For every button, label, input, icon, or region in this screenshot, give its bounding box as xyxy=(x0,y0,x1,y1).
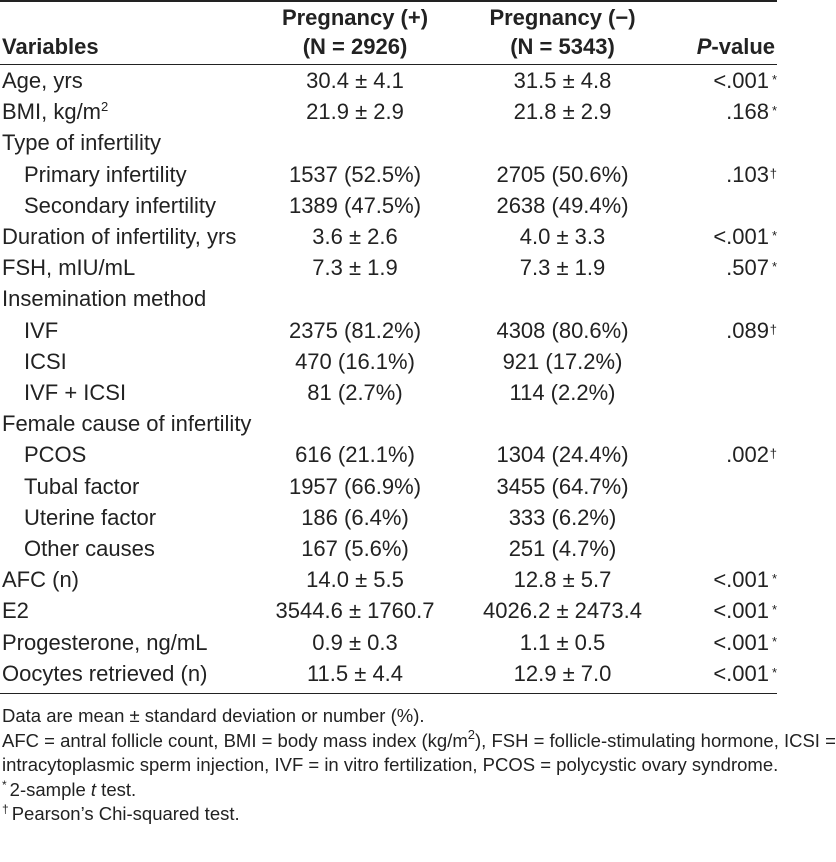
p-value-test-mark: * xyxy=(771,602,777,618)
cell-pregnancy-positive: 167 (5.6%) xyxy=(301,536,409,562)
footnote-t-test-a: 2-sample xyxy=(9,778,91,800)
cell-pregnancy-negative: 12.8 ± 5.7 xyxy=(513,567,612,593)
row-label-text: Insemination method xyxy=(2,286,207,312)
p-value-test-mark: † xyxy=(769,446,777,462)
cell-pregnancy-positive: 81 (2.7%) xyxy=(307,380,403,406)
header-pregnancy-negative-title: Pregnancy (−) xyxy=(489,5,636,30)
cell-p-value xyxy=(670,439,777,470)
cell-pregnancy-negative: 2638 (49.4%) xyxy=(496,192,629,218)
header-p-italic: P xyxy=(696,34,712,59)
row-label xyxy=(0,283,255,314)
footnote-asterisk-mark: * xyxy=(2,777,7,792)
row-label xyxy=(0,221,255,252)
header-variables-text: Variables xyxy=(2,34,99,59)
footnote-abbr-part-a: AFC = antral follicle count, BMI = body mass index (kg/m xyxy=(2,729,468,751)
row-label-text: Progesterone, ng/mL xyxy=(2,629,208,655)
cell-pregnancy-positive: 11.5 ± 4.4 xyxy=(255,658,455,694)
table-row xyxy=(0,190,777,221)
footnote-chi-squared xyxy=(2,802,775,827)
row-label-text: Primary infertility xyxy=(24,161,187,187)
table-row xyxy=(0,471,777,502)
table-row xyxy=(0,408,777,439)
row-label xyxy=(0,471,255,502)
table-row xyxy=(0,564,777,595)
cell-p-value xyxy=(670,96,777,127)
cell-pregnancy-positive: 30.4 ± 4.1 xyxy=(306,68,404,93)
cell-pregnancy-negative: 7.3 ± 1.9 xyxy=(519,255,606,281)
row-label xyxy=(0,377,255,408)
table-header xyxy=(0,1,777,65)
cell-p-value xyxy=(670,502,777,533)
row-label-text: Other causes xyxy=(24,536,155,562)
header-p-rest: -value xyxy=(711,34,775,59)
row-label xyxy=(0,346,255,377)
cell-pregnancy-positive: 3.6 ± 2.6 xyxy=(312,224,398,250)
p-value-test-mark: * xyxy=(771,664,777,680)
p-value-test-mark: * xyxy=(771,259,777,275)
cell-p-value xyxy=(670,408,777,439)
footnote-abbr-sup: 2 xyxy=(467,726,476,742)
cell-pregnancy-negative xyxy=(455,408,670,439)
p-value-test-mark: * xyxy=(771,633,777,649)
table-row xyxy=(0,533,777,564)
cell-pregnancy-positive: 7.3 ± 1.9 xyxy=(312,255,398,281)
row-label-text: BMI, kg/m xyxy=(2,99,102,125)
row-label xyxy=(0,439,255,470)
row-label-superscript: 2 xyxy=(101,99,109,115)
p-value-test-mark: * xyxy=(771,571,777,587)
header-pregnancy-negative-n: (N = 5343) xyxy=(510,34,615,59)
table-row xyxy=(0,65,777,97)
row-label-text: FSH, mIU/mL xyxy=(2,255,136,281)
p-value-text: <.001 xyxy=(713,567,769,593)
p-value-text: <.001 xyxy=(713,598,769,624)
cell-pregnancy-positive: 21.9 ± 2.9 xyxy=(306,99,404,125)
table-row xyxy=(0,595,777,626)
cell-p-value xyxy=(670,221,777,252)
cell-pregnancy-negative xyxy=(455,127,670,158)
cell-p-value xyxy=(670,315,777,346)
cell-pregnancy-positive: 470 (16.1%) xyxy=(295,348,415,374)
table-row xyxy=(0,627,777,658)
cell-p-value xyxy=(670,533,777,564)
row-label-text: Female cause of infertility xyxy=(2,411,252,437)
table-row xyxy=(0,439,777,470)
table-row xyxy=(0,283,777,314)
row-label-text: Duration of infertility, yrs xyxy=(2,224,237,250)
header-p-value xyxy=(670,1,777,65)
p-value-text: .168 xyxy=(726,99,769,125)
cell-p-value xyxy=(670,65,777,97)
p-value-test-mark: † xyxy=(769,165,777,181)
row-label xyxy=(0,252,255,283)
cell-pregnancy-negative: 921 (17.2%) xyxy=(502,348,623,374)
table-row xyxy=(0,252,777,283)
header-pregnancy-positive-title: Pregnancy (+) xyxy=(281,5,429,30)
table-row xyxy=(0,315,777,346)
cell-pregnancy-negative: 4026.2 ± 2473.4 xyxy=(483,598,642,624)
cell-p-value xyxy=(670,159,777,190)
cell-pregnancy-positive: 1537 (52.5%) xyxy=(288,161,422,187)
table-row xyxy=(0,159,777,190)
row-label-text: Secondary infertility xyxy=(24,192,216,218)
table-row xyxy=(0,221,777,252)
cell-p-value xyxy=(670,346,777,377)
row-label xyxy=(0,315,255,346)
row-label-text: IVF xyxy=(24,317,59,343)
p-value-text: <.001 xyxy=(713,224,769,250)
cell-p-value xyxy=(670,127,777,158)
cell-pregnancy-positive: 616 (21.1%) xyxy=(295,442,415,468)
cell-pregnancy-negative: 114 (2.2%) xyxy=(509,380,616,406)
row-label xyxy=(0,533,255,564)
cell-pregnancy-negative: 31.5 ± 4.8 xyxy=(513,68,612,93)
cell-p-value xyxy=(670,377,777,408)
row-label xyxy=(0,658,255,694)
row-label-text: AFC (n) xyxy=(2,567,79,593)
row-label-text: PCOS xyxy=(24,442,87,468)
header-pregnancy-positive xyxy=(255,1,455,65)
row-label-text: Age, yrs xyxy=(2,68,83,93)
table-row xyxy=(0,127,777,158)
row-label xyxy=(0,502,255,533)
footnote-abbreviations-2: intracytoplasmic sperm injection, IVF = in vitro fertilization, PCOS = polycystic ovary syndrome. xyxy=(2,754,779,776)
table-body xyxy=(0,65,777,694)
p-value-text: .002 xyxy=(726,442,769,468)
footnote-data-description: Data are mean ± standard deviation or number (%). xyxy=(2,705,425,727)
cell-pregnancy-negative: 333 (6.2%) xyxy=(508,504,617,530)
cell-pregnancy-negative: 1304 (24.4%) xyxy=(496,442,629,468)
cell-pregnancy-negative: 21.8 ± 2.9 xyxy=(513,99,612,125)
cell-pregnancy-negative: 4308 (80.6%) xyxy=(496,317,629,343)
cell-p-value xyxy=(670,658,777,694)
row-label-text: Type of infertility xyxy=(2,130,161,156)
table-footnotes xyxy=(0,694,836,827)
row-label-text: ICSI xyxy=(24,348,67,374)
p-value-text: .089 xyxy=(726,317,769,343)
cell-pregnancy-positive: 3544.6 ± 1760.7 xyxy=(275,598,435,624)
cell-p-value xyxy=(670,283,777,314)
header-pregnancy-positive-n: (N = 2926) xyxy=(302,34,408,59)
footnote-dagger-mark: † xyxy=(2,802,9,817)
footnote-t-italic: t xyxy=(90,778,97,800)
cell-pregnancy-positive: 1957 (66.9%) xyxy=(288,473,422,499)
cell-pregnancy-negative: 4.0 ± 3.3 xyxy=(519,224,606,250)
table-row xyxy=(0,658,777,694)
p-value-text: .103 xyxy=(726,161,769,187)
p-value-text: <.001 xyxy=(713,629,769,655)
row-label xyxy=(0,65,255,97)
cell-pregnancy-negative: 251 (4.7%) xyxy=(508,536,617,562)
row-label xyxy=(0,96,255,127)
table-row xyxy=(0,96,777,127)
row-label xyxy=(0,159,255,190)
row-label-text: E2 xyxy=(2,598,29,624)
cell-pregnancy-negative: 12.9 ± 7.0 xyxy=(455,658,670,694)
row-label-text: Uterine factor xyxy=(24,504,157,530)
cell-pregnancy-positive xyxy=(255,127,455,158)
cell-p-value xyxy=(670,190,777,221)
table-row xyxy=(0,346,777,377)
cell-p-value xyxy=(670,252,777,283)
cell-pregnancy-positive: 2375 (81.2%) xyxy=(288,317,422,343)
cell-p-value xyxy=(670,564,777,595)
row-label xyxy=(0,627,255,658)
cell-p-value xyxy=(670,595,777,626)
cell-pregnancy-negative xyxy=(455,283,670,314)
cell-pregnancy-negative: 3455 (64.7%) xyxy=(496,473,629,499)
header-variables xyxy=(0,1,255,65)
cell-pregnancy-positive: 1389 (47.5%) xyxy=(288,192,422,218)
row-label xyxy=(0,127,255,158)
cell-pregnancy-negative: 2705 (50.6%) xyxy=(496,161,629,187)
cell-pregnancy-positive: 0.9 ± 0.3 xyxy=(312,629,398,655)
footnote-abbr-part-b: ), FSH = follicle-stimulating hormone, ICSI = xyxy=(475,729,836,751)
cell-pregnancy-positive xyxy=(255,283,455,314)
p-value-text: <.001 xyxy=(713,68,769,93)
cell-pregnancy-positive xyxy=(255,408,455,439)
row-label xyxy=(0,408,255,439)
p-value-test-mark: † xyxy=(769,321,777,337)
row-label xyxy=(0,595,255,626)
p-value-test-mark: * xyxy=(771,228,777,244)
p-value-test-mark: * xyxy=(771,103,777,119)
cell-p-value xyxy=(670,627,777,658)
row-label-text: Oocytes retrieved (n) xyxy=(2,660,208,686)
table-row xyxy=(0,502,777,533)
row-label-text: Tubal factor xyxy=(24,473,140,499)
row-label xyxy=(0,564,255,595)
cell-p-value xyxy=(670,471,777,502)
p-value-test-mark: * xyxy=(771,72,777,87)
footnote-chi-squared-text: Pearson’s Chi-squared test. xyxy=(11,803,240,825)
footnote-t-test xyxy=(2,778,775,803)
footnote-t-test-b: test. xyxy=(96,778,137,800)
cell-pregnancy-positive: 186 (6.4%) xyxy=(301,504,409,530)
row-label xyxy=(0,190,255,221)
p-value-text: <.001 xyxy=(713,660,769,686)
table-row xyxy=(0,377,777,408)
header-pregnancy-negative xyxy=(455,1,670,65)
cell-pregnancy-positive: 14.0 ± 5.5 xyxy=(306,567,404,593)
p-value-text: .507 xyxy=(726,255,769,281)
footnote-abbreviations-1 xyxy=(2,726,836,754)
row-label-text: IVF + ICSI xyxy=(24,380,127,406)
cell-pregnancy-negative: 1.1 ± 0.5 xyxy=(519,629,606,655)
